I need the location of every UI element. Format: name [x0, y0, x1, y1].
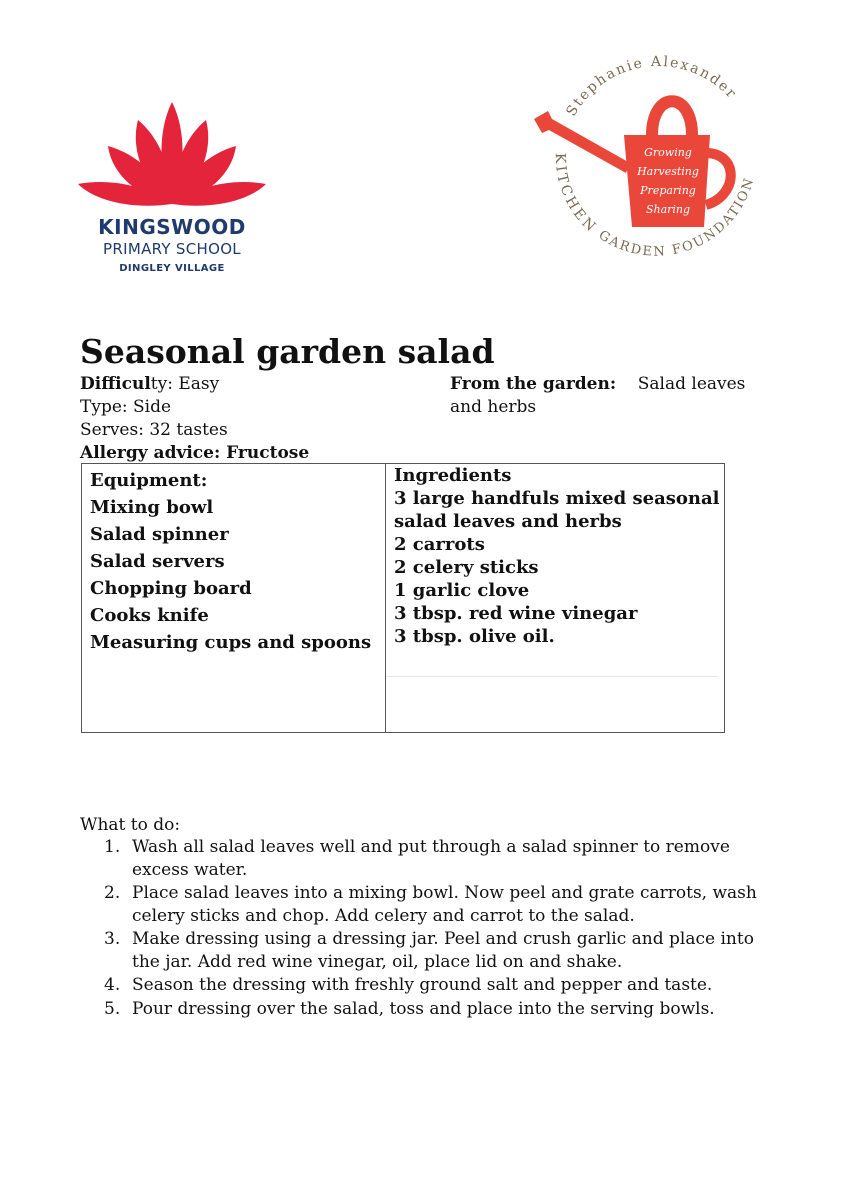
equipment-item: Salad spinner [90, 524, 229, 545]
recipe-type: Type: Side [80, 397, 172, 417]
ingredients-heading: Ingredients [394, 465, 512, 486]
ingredients-column [394, 464, 724, 648]
method-step [80, 836, 780, 881]
recipe-meta [80, 373, 420, 465]
can-word-sharing: Sharing [645, 203, 691, 216]
difficulty-label-rest: ty: Easy [150, 374, 220, 394]
difficulty-label-bold: Difficul [80, 374, 151, 394]
step-number: 2. [104, 883, 121, 903]
from-the-garden [450, 373, 770, 419]
table-column-divider [385, 464, 386, 732]
equipment-column [90, 467, 380, 656]
method-step [80, 928, 780, 973]
lotus-icon [74, 100, 270, 212]
ingredient-item: 3 tbsp. olive oil. [394, 626, 555, 647]
foundation-arc-left: KITCHEN [551, 152, 601, 237]
step-text: Place salad leaves into a mixing bowl. Now peel and grate carrots, wash celery sticks and chop. Add celery and carrot to the salad. [132, 883, 757, 926]
equipment-item: Salad servers [90, 551, 225, 572]
difficulty [80, 373, 420, 396]
method-steps [80, 836, 780, 1021]
method-step [80, 974, 780, 997]
foundation-arc-top: Stephanie Alexander [563, 55, 740, 120]
can-word-harvesting: Harvesting [637, 165, 699, 178]
ingredient-item: 2 carrots [394, 534, 485, 555]
from-garden-label: From the garden: [450, 374, 617, 394]
school-name-line2: PRIMARY SCHOOL [103, 240, 241, 258]
equipment-item: Cooks knife [90, 605, 209, 626]
can-word-preparing: Preparing [640, 184, 696, 197]
equipment-heading: Equipment: [90, 470, 208, 491]
step-number: 5. [104, 998, 121, 1019]
school-name-line1: KINGSWOOD [98, 215, 246, 239]
ingredient-item: 3 large handfuls mixed seasonal salad leaves and herbs [394, 488, 720, 532]
step-text: Pour dressing over the salad, toss and place into the serving bowls. [132, 998, 715, 1019]
step-text: Make dressing using a dressing jar. Peel and crush garlic and place into the jar. Add red wine vinegar, oil, place lid on and shake. [132, 929, 754, 972]
equipment-item: Chopping board [90, 578, 252, 599]
method-step [80, 998, 780, 1021]
method-step [80, 882, 780, 927]
recipe-serves: Serves: 32 tastes [80, 420, 228, 440]
allergy-advice: Allergy advice: Fructose [80, 443, 310, 463]
table-inner-line [386, 676, 718, 677]
step-number: 3. [104, 929, 121, 949]
method-heading: What to do: [80, 815, 181, 835]
ingredient-item: 1 garlic clove [394, 580, 530, 601]
step-text: Season the dressing with freshly ground salt and pepper and taste. [132, 975, 713, 995]
step-number: 4. [104, 975, 121, 995]
ingredient-item: 3 tbsp. red wine vinegar [394, 603, 638, 624]
can-word-growing: Growing [644, 146, 692, 159]
svg-text:KITCHEN [552, 153, 601, 237]
step-text: Wash all salad leaves well and put through a salad spinner to remove excess water. [132, 837, 730, 880]
ingredient-item: 2 celery sticks [394, 557, 539, 578]
from-garden-value: Salad leaves and herbs [450, 374, 746, 417]
foundation-arc-bottom: GARDEN FOUNDATION [595, 175, 758, 260]
foundation-logo [534, 55, 769, 270]
step-number: 1. [104, 837, 121, 857]
equipment-item: Mixing bowl [90, 497, 214, 518]
recipe-title: Seasonal garden salad [80, 332, 495, 371]
equipment-item: Measuring cups and spoons [90, 632, 372, 653]
school-logo [74, 100, 270, 278]
equipment-ingredients-table [81, 463, 725, 733]
school-name-line3: DINGLEY VILLAGE [119, 263, 225, 274]
